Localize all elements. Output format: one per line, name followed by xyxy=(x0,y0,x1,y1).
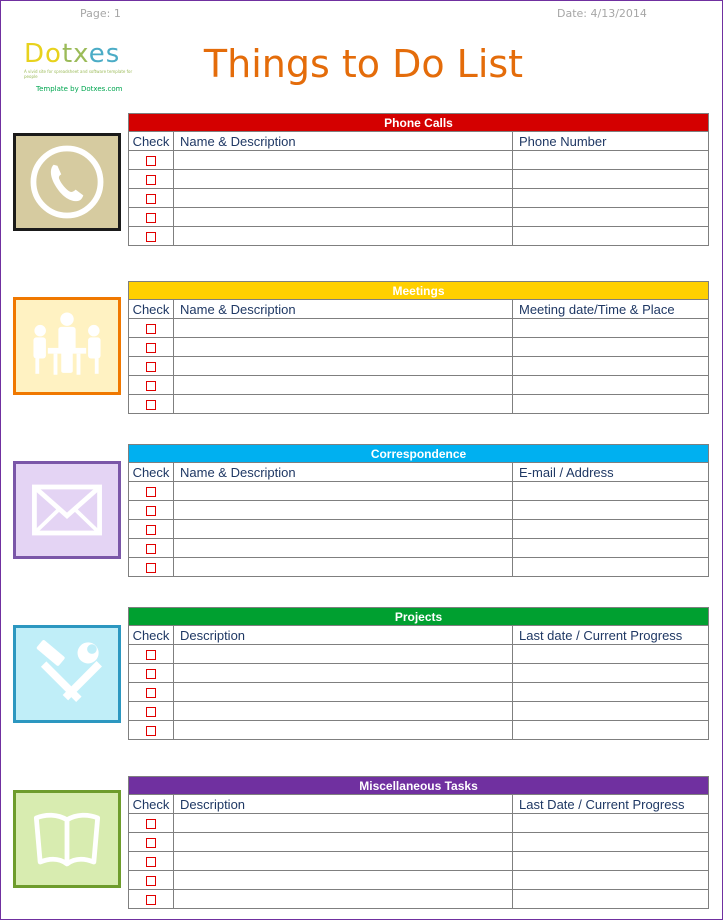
progress-cell[interactable] xyxy=(513,683,709,702)
table-row xyxy=(129,357,709,376)
tools-icon xyxy=(13,625,121,723)
task-checkbox[interactable] xyxy=(146,213,156,223)
name-cell[interactable] xyxy=(174,208,513,227)
progress-cell[interactable] xyxy=(513,702,709,721)
email-cell[interactable] xyxy=(513,520,709,539)
table-row xyxy=(129,539,709,558)
phone-cell[interactable] xyxy=(513,208,709,227)
task-checkbox[interactable] xyxy=(146,563,156,573)
logo-letter-o: o xyxy=(45,39,62,69)
description-cell[interactable] xyxy=(174,890,513,909)
meeting-cell[interactable] xyxy=(513,319,709,338)
task-checkbox[interactable] xyxy=(146,650,156,660)
name-cell[interactable] xyxy=(174,170,513,189)
description-cell[interactable] xyxy=(174,833,513,852)
task-checkbox[interactable] xyxy=(146,857,156,867)
logo-credit: Template by Dotxes.com xyxy=(36,85,123,93)
correspondence-table xyxy=(128,444,709,577)
table-row xyxy=(129,170,709,189)
logo-tagline: A vivid site for spreadsheet and software template for people xyxy=(24,69,133,79)
column-header-check: Check xyxy=(129,626,174,645)
table-row xyxy=(129,833,709,852)
column-header-progress: Last date / Current Progress xyxy=(513,626,709,645)
phone-cell[interactable] xyxy=(513,189,709,208)
logo-letters-tx: tx xyxy=(61,39,89,69)
progress-cell[interactable] xyxy=(513,721,709,740)
table-row xyxy=(129,852,709,871)
book-icon xyxy=(13,790,121,888)
name-cell[interactable] xyxy=(174,520,513,539)
envelope-icon xyxy=(13,461,121,559)
task-checkbox[interactable] xyxy=(146,156,156,166)
progress-cell[interactable] xyxy=(513,833,709,852)
email-cell[interactable] xyxy=(513,501,709,520)
task-checkbox[interactable] xyxy=(146,324,156,334)
logo-letters-es: es xyxy=(88,39,121,69)
section-title-correspondence: Correspondence xyxy=(129,445,709,463)
name-cell[interactable] xyxy=(174,357,513,376)
table-row xyxy=(129,683,709,702)
table-row xyxy=(129,871,709,890)
table-row xyxy=(129,890,709,909)
description-cell[interactable] xyxy=(174,852,513,871)
page-title: Things to Do List xyxy=(203,42,524,86)
table-row xyxy=(129,721,709,740)
projects-table xyxy=(128,607,709,740)
table-row xyxy=(129,702,709,721)
name-cell[interactable] xyxy=(174,395,513,414)
meeting-icon xyxy=(13,297,121,395)
table-row xyxy=(129,664,709,683)
name-cell[interactable] xyxy=(174,376,513,395)
name-cell[interactable] xyxy=(174,539,513,558)
column-header-description: Description xyxy=(174,626,513,645)
task-checkbox[interactable] xyxy=(146,525,156,535)
email-cell[interactable] xyxy=(513,482,709,501)
section-title-phone-calls: Phone Calls xyxy=(129,114,709,132)
meeting-cell[interactable] xyxy=(513,357,709,376)
task-checkbox[interactable] xyxy=(146,544,156,554)
section-title-meetings: Meetings xyxy=(129,282,709,300)
progress-cell[interactable] xyxy=(513,871,709,890)
table-row xyxy=(129,376,709,395)
task-checkbox[interactable] xyxy=(146,400,156,410)
name-cell[interactable] xyxy=(174,558,513,577)
progress-cell[interactable] xyxy=(513,890,709,909)
task-checkbox[interactable] xyxy=(146,194,156,204)
task-checkbox[interactable] xyxy=(146,175,156,185)
section-title-miscellaneous-tasks: Miscellaneous Tasks xyxy=(129,777,709,795)
task-checkbox[interactable] xyxy=(146,487,156,497)
meetings-table xyxy=(128,281,709,414)
table-row xyxy=(129,645,709,664)
column-header-check: Check xyxy=(129,132,174,151)
phone-icon xyxy=(13,133,121,231)
task-checkbox[interactable] xyxy=(146,232,156,242)
task-checkbox[interactable] xyxy=(146,819,156,829)
email-cell[interactable] xyxy=(513,558,709,577)
description-cell[interactable] xyxy=(174,871,513,890)
progress-cell[interactable] xyxy=(513,814,709,833)
print-date: Date: 4/13/2014 xyxy=(557,7,647,20)
column-header-check: Check xyxy=(129,463,174,482)
description-cell[interactable] xyxy=(174,683,513,702)
task-checkbox[interactable] xyxy=(146,362,156,372)
table-row xyxy=(129,482,709,501)
task-checkbox[interactable] xyxy=(146,343,156,353)
table-row xyxy=(129,814,709,833)
column-header-progress: Last Date / Current Progress xyxy=(513,795,709,814)
name-cell[interactable] xyxy=(174,151,513,170)
table-row xyxy=(129,338,709,357)
column-header-name: Name & Description xyxy=(174,463,513,482)
email-cell[interactable] xyxy=(513,539,709,558)
progress-cell[interactable] xyxy=(513,852,709,871)
description-cell[interactable] xyxy=(174,645,513,664)
progress-cell[interactable] xyxy=(513,664,709,683)
column-header-name: Name & Description xyxy=(174,300,513,319)
description-cell[interactable] xyxy=(174,721,513,740)
meeting-cell[interactable] xyxy=(513,395,709,414)
table-row xyxy=(129,151,709,170)
column-header-name: Name & Description xyxy=(174,132,513,151)
name-cell[interactable] xyxy=(174,338,513,357)
phone-calls-table xyxy=(128,113,709,246)
column-header-description: Description xyxy=(174,795,513,814)
table-row xyxy=(129,208,709,227)
name-cell[interactable] xyxy=(174,227,513,246)
name-cell[interactable] xyxy=(174,501,513,520)
description-cell[interactable] xyxy=(174,702,513,721)
description-cell[interactable] xyxy=(174,814,513,833)
table-row xyxy=(129,520,709,539)
column-header-check: Check xyxy=(129,300,174,319)
table-row xyxy=(129,558,709,577)
page-number: Page: 1 xyxy=(80,7,121,20)
table-row xyxy=(129,319,709,338)
table-row xyxy=(129,395,709,414)
table-row xyxy=(129,189,709,208)
column-header-meeting-details: Meeting date/Time & Place xyxy=(513,300,709,319)
phone-cell[interactable] xyxy=(513,170,709,189)
task-checkbox[interactable] xyxy=(146,838,156,848)
column-header-check: Check xyxy=(129,795,174,814)
table-row xyxy=(129,227,709,246)
meeting-cell[interactable] xyxy=(513,338,709,357)
meeting-cell[interactable] xyxy=(513,376,709,395)
progress-cell[interactable] xyxy=(513,645,709,664)
name-cell[interactable] xyxy=(174,189,513,208)
phone-cell[interactable] xyxy=(513,151,709,170)
logo-letter-d: D xyxy=(24,39,46,69)
column-header-phone: Phone Number xyxy=(513,132,709,151)
task-checkbox[interactable] xyxy=(146,506,156,516)
task-checkbox[interactable] xyxy=(146,895,156,905)
task-checkbox[interactable] xyxy=(146,381,156,391)
task-checkbox[interactable] xyxy=(146,726,156,736)
column-header-email: E-mail / Address xyxy=(513,463,709,482)
task-checkbox[interactable] xyxy=(146,669,156,679)
task-checkbox[interactable] xyxy=(146,688,156,698)
miscellaneous-tasks-table xyxy=(128,776,709,909)
name-cell[interactable] xyxy=(174,482,513,501)
name-cell[interactable] xyxy=(174,319,513,338)
section-title-projects: Projects xyxy=(129,608,709,626)
task-checkbox[interactable] xyxy=(146,707,156,717)
task-checkbox[interactable] xyxy=(146,876,156,886)
phone-cell[interactable] xyxy=(513,227,709,246)
table-row xyxy=(129,501,709,520)
description-cell[interactable] xyxy=(174,664,513,683)
